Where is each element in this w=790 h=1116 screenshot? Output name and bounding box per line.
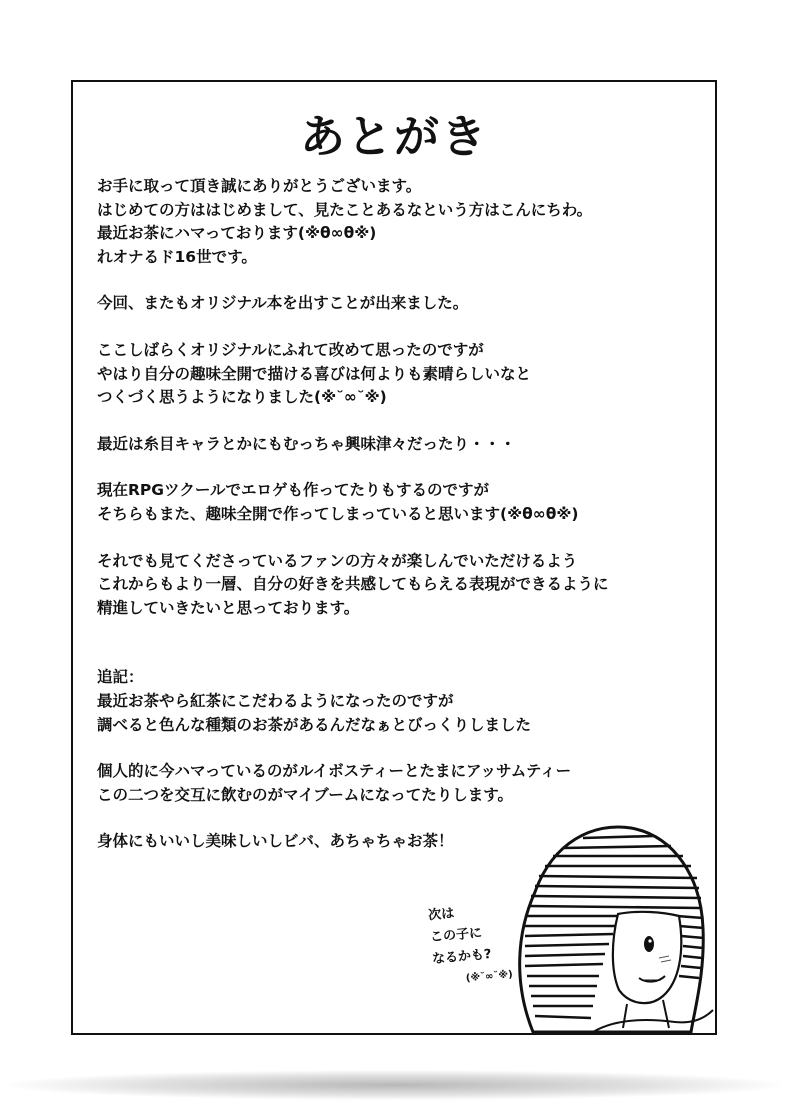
text-line: この二つを交互に飲むのがマイブームになってたりします。 xyxy=(97,785,514,804)
text-line: 精進していきたいと思っております。 xyxy=(97,598,360,617)
paragraph-thanks xyxy=(97,550,707,621)
note-line: この子に xyxy=(429,925,483,946)
page-shadow xyxy=(8,1070,782,1100)
illustration-note xyxy=(427,895,554,993)
text-line: 追記： xyxy=(97,668,144,687)
paragraph-greeting xyxy=(97,175,707,269)
text-line: 身体にもいいし美味しいしビバ、あちゃちゃお茶！ xyxy=(97,832,454,851)
note-line: なるかも? xyxy=(431,947,493,968)
text-line: 最近お茶やら紅茶にこだわるようになったのですが xyxy=(97,691,454,710)
text-line: つくづく思うようになりました(※˘∞˘※) xyxy=(97,388,387,407)
text-line: それでも見てくださっているファンの方々が楽しんでいただけるよう xyxy=(97,551,578,570)
text-line: お手に取って頂き誠にありがとうございます。 xyxy=(97,177,422,195)
paragraph-postscript xyxy=(97,666,707,737)
text-line: これからもより一層、自分の好きを共感してもらえる表現ができるように xyxy=(97,575,609,594)
text-line: ここしばらくオリジナルにふれて改めて思ったのですが xyxy=(97,340,484,359)
paragraph-interest xyxy=(97,433,707,457)
text-line: 最近は糸目キャラとかにもむっちゃ興味津々だったり・・・ xyxy=(97,434,516,453)
text-line: 今回、またもオリジナル本を出すことが出来ました。 xyxy=(97,294,469,313)
text-line: 最近お茶にハマっております(※θ∞θ※) xyxy=(97,224,377,243)
text-line: やはり自分の趣味全開で描ける喜びは何よりも素晴らしいなと xyxy=(97,364,532,383)
paragraph-reflection xyxy=(97,339,707,410)
girl-with-bangs-illustration xyxy=(413,782,716,1034)
afterword-body xyxy=(97,175,707,877)
text-line: 調べると色んな種類のお茶があるんだなぁとびっくりしました xyxy=(97,715,532,734)
paragraph-rpg xyxy=(97,479,707,526)
text-line: 現在RPGツクールでエロゲも作ってたりもするのですが xyxy=(97,481,490,500)
text-line: はじめての方ははじめまして、見たことあるなという方はこんにちわ。 xyxy=(97,200,593,219)
text-line: れオナるド16世です。 xyxy=(97,247,257,266)
text-line: 個人的に今ハマっているのがルイボスティーとたまにアッサムティー xyxy=(97,762,572,781)
page-title: あとがき xyxy=(299,110,488,163)
note-face: (※˘∞˘※) xyxy=(465,969,514,985)
afterword-page xyxy=(71,80,717,1035)
paragraph-announcement xyxy=(97,292,707,316)
text-line: そちらもまた、趣味全開で作ってしまっていると思います(※θ∞θ※) xyxy=(97,504,579,523)
note-line: 次は xyxy=(427,906,455,924)
